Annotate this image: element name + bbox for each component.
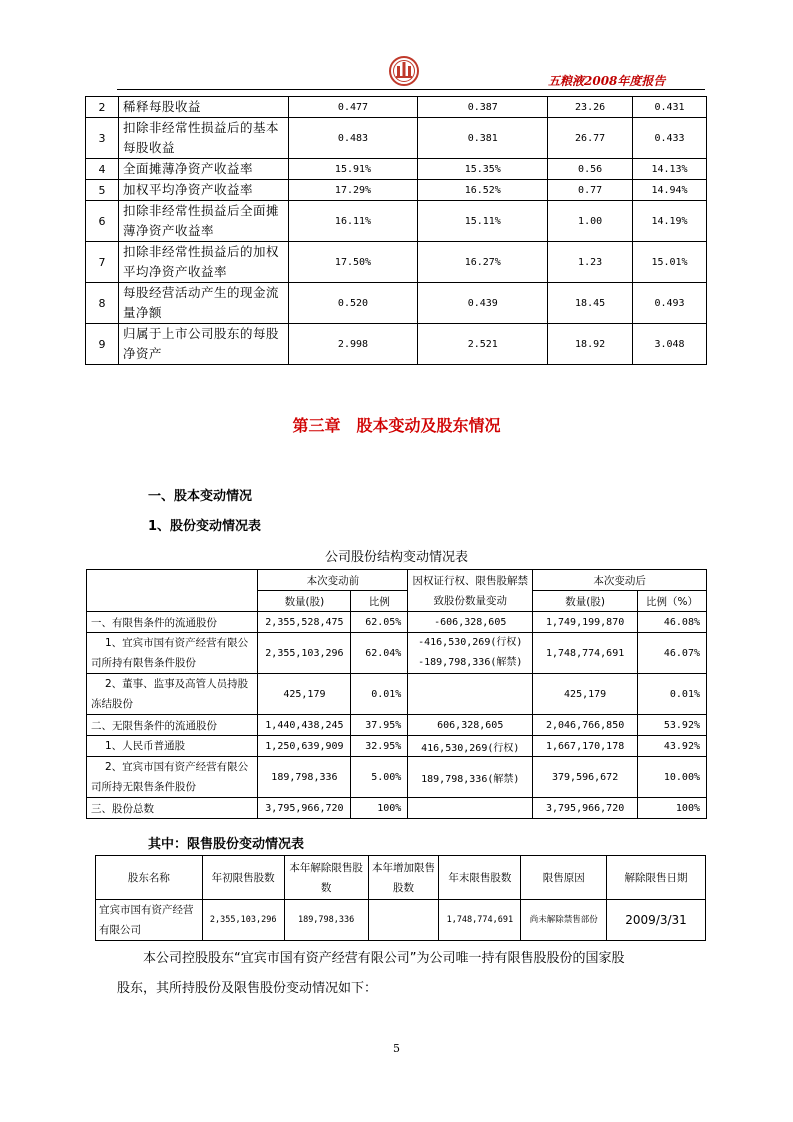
row-number: 2	[86, 97, 119, 118]
restricted-header-cell: 股东名称	[96, 856, 203, 900]
ratio-before: 5.00%	[351, 757, 408, 798]
change-line-2: -189,798,336(解禁)	[418, 657, 523, 668]
indicator-row	[86, 97, 707, 118]
value-change: 0.56	[548, 159, 633, 180]
qty-before: 1,440,438,245	[258, 715, 351, 736]
value-current: 15.91%	[288, 159, 418, 180]
header-before: 本次变动前	[258, 570, 408, 591]
qty-after: 3,795,966,720	[533, 798, 638, 819]
indicator-row	[86, 324, 707, 365]
qty-after: 1,748,774,691	[533, 633, 638, 674]
restricted-header-cell: 解除限售日期	[607, 856, 706, 900]
share-row	[87, 736, 707, 757]
indicator-label: 归属于上市公司股东的每股净资产	[118, 324, 288, 365]
ratio-after: 46.08%	[638, 612, 707, 633]
value-previous: 15.35%	[418, 159, 548, 180]
change-line-1: -416,530,269(行权)	[418, 637, 523, 648]
share-row-label: 1、宜宾市国有资产经营有限公司所持有限售条件股份	[87, 633, 258, 674]
table-caption: 公司股份结构变动情况表	[324, 550, 468, 565]
chapter-title: 第三章 股本变动及股东情况	[292, 416, 501, 435]
value-previous: 16.52%	[418, 180, 548, 201]
report-brand-title: 五粮液2008年度报告	[548, 74, 666, 88]
value-change: 23.26	[548, 97, 633, 118]
value-current: 0.477	[288, 97, 418, 118]
share-row-label: 2、董事、监事及高管人员持股冻结股份	[87, 674, 258, 715]
change-line-1: 416,530,269(行权)	[421, 742, 520, 754]
ratio-after: 43.92%	[638, 736, 707, 757]
holder-cell: 宜宾市国有资产经营有限公司	[96, 900, 203, 941]
value-change: 0.77	[548, 180, 633, 201]
qty-after: 379,596,672	[533, 757, 638, 798]
value-change: 18.45	[548, 283, 633, 324]
ratio-before: 32.95%	[351, 736, 408, 757]
value-current: 16.11%	[288, 201, 418, 242]
header-qty-after: 数量(股)	[533, 591, 638, 612]
change-cell	[408, 736, 533, 757]
reason-cell: 尚未解除禁售部份	[521, 900, 607, 941]
row-number: 8	[86, 283, 119, 324]
value-earlier: 0.433	[633, 118, 707, 159]
added-cell	[368, 900, 439, 941]
change-line-1: 189,798,336(解禁)	[421, 773, 520, 785]
row-number: 5	[86, 180, 119, 201]
value-previous: 0.381	[418, 118, 548, 159]
restricted-header-cell: 年初限售股数	[202, 856, 284, 900]
change-cell	[408, 715, 533, 736]
indicator-row	[86, 159, 707, 180]
restricted-header-cell: 限售原因	[521, 856, 607, 900]
value-current: 2.998	[288, 324, 418, 365]
ratio-after: 53.92%	[638, 715, 707, 736]
change-cell	[408, 612, 533, 633]
ratio-after: 0.01%	[638, 674, 707, 715]
change-cell	[408, 674, 533, 715]
end-cell: 1,748,774,691	[439, 900, 521, 941]
value-change: 18.92	[548, 324, 633, 365]
row-number: 9	[86, 324, 119, 365]
restricted-header-cell: 本年解除限售股数	[284, 856, 368, 900]
change-line-1: 606,328,605	[437, 719, 504, 731]
start-cell: 2,355,103,296	[202, 900, 284, 941]
indicator-row	[86, 118, 707, 159]
indicator-label: 加权平均净资产收益率	[118, 180, 288, 201]
value-earlier: 0.493	[633, 283, 707, 324]
indicator-label: 扣除非经常性损益后的基本每股收益	[118, 118, 288, 159]
share-row-label: 一、有限售条件的流通股份	[87, 612, 258, 633]
subsection-heading: 1、股份变动情况表	[148, 519, 262, 534]
header-ratio: 比例	[351, 591, 408, 612]
indicator-label: 稀释每股收益	[118, 97, 288, 118]
value-earlier: 14.94%	[633, 180, 707, 201]
share-row-label: 三、股份总数	[87, 798, 258, 819]
body-paragraph-line-2: 股东，其所持股份及限售股份变动情况如下：	[117, 981, 378, 996]
row-number: 6	[86, 201, 119, 242]
change-cell	[408, 757, 533, 798]
section-heading: 一、股本变动情况	[148, 489, 253, 504]
share-row	[87, 715, 707, 736]
indicator-table	[85, 96, 707, 365]
restricted-header-cell: 年末限售股数	[439, 856, 521, 900]
indicator-row	[86, 180, 707, 201]
company-logo-icon	[388, 55, 420, 87]
ratio-after: 100%	[638, 798, 707, 819]
row-number: 3	[86, 118, 119, 159]
value-change: 1.00	[548, 201, 633, 242]
qty-after: 2,046,766,850	[533, 715, 638, 736]
header-ratio-after: 比例（%）	[638, 591, 707, 612]
ratio-before: 37.95%	[351, 715, 408, 736]
qty-before: 189,798,336	[258, 757, 351, 798]
value-previous: 0.439	[418, 283, 548, 324]
indicator-label: 每股经营活动产生的现金流量净额	[118, 283, 288, 324]
header-qty: 数量(股)	[258, 591, 351, 612]
header-rule	[117, 89, 705, 90]
qty-before: 2,355,528,475	[258, 612, 351, 633]
value-change: 26.77	[548, 118, 633, 159]
value-previous: 0.387	[418, 97, 548, 118]
value-earlier: 3.048	[633, 324, 707, 365]
value-earlier: 14.19%	[633, 201, 707, 242]
share-row-label: 2、宜宾市国有资产经营有限公司所持无限售条件股份	[87, 757, 258, 798]
ratio-before: 62.04%	[351, 633, 408, 674]
page-number: 5	[393, 1042, 400, 1055]
qty-before: 2,355,103,296	[258, 633, 351, 674]
indicator-row	[86, 283, 707, 324]
date-cell: 2009/3/31	[607, 900, 706, 941]
qty-after: 425,179	[533, 674, 638, 715]
header-after: 本次变动后	[533, 570, 707, 591]
released-cell: 189,798,336	[284, 900, 368, 941]
ratio-before: 0.01%	[351, 674, 408, 715]
share-row	[87, 798, 707, 819]
body-paragraph-line-1: 本公司控股股东“宜宾市国有资产经营有限公司”为公司唯一持有限售股股份的国家股	[143, 951, 625, 966]
value-earlier: 14.13%	[633, 159, 707, 180]
share-structure-table	[86, 569, 707, 819]
change-cell	[408, 633, 533, 674]
change-cell	[408, 798, 533, 819]
row-number: 7	[86, 242, 119, 283]
indicator-label: 全面摊薄净资产收益率	[118, 159, 288, 180]
ratio-after: 46.07%	[638, 633, 707, 674]
value-change: 1.23	[548, 242, 633, 283]
ratio-after: 10.00%	[638, 757, 707, 798]
qty-before: 3,795,966,720	[258, 798, 351, 819]
value-current: 17.29%	[288, 180, 418, 201]
qty-after: 1,667,170,178	[533, 736, 638, 757]
share-row-label: 1、人民币普通股	[87, 736, 258, 757]
restricted-header-cell: 本年增加限售股数	[368, 856, 439, 900]
value-earlier: 15.01%	[633, 242, 707, 283]
indicator-row	[86, 201, 707, 242]
indicator-label: 扣除非经常性损益后全面摊薄净资产收益率	[118, 201, 288, 242]
restricted-shares-table	[95, 855, 706, 941]
value-previous: 16.27%	[418, 242, 548, 283]
share-row	[87, 633, 707, 674]
ratio-before: 62.05%	[351, 612, 408, 633]
value-previous: 2.521	[418, 324, 548, 365]
qty-before: 425,179	[258, 674, 351, 715]
ratio-before: 100%	[351, 798, 408, 819]
header-change: 因权证行权、限售股解禁致股份数量变动	[408, 570, 533, 612]
restricted-subtitle: 其中：限售股份变动情况表	[148, 837, 305, 852]
header-blank-cell	[87, 570, 258, 612]
qty-after: 1,749,199,870	[533, 612, 638, 633]
share-row-label: 二、无限售条件的流通股份	[87, 715, 258, 736]
share-row	[87, 674, 707, 715]
share-row	[87, 757, 707, 798]
value-current: 0.483	[288, 118, 418, 159]
value-previous: 15.11%	[418, 201, 548, 242]
value-earlier: 0.431	[633, 97, 707, 118]
row-number: 4	[86, 159, 119, 180]
indicator-row	[86, 242, 707, 283]
indicator-label: 扣除非经常性损益后的加权平均净资产收益率	[118, 242, 288, 283]
share-row	[87, 612, 707, 633]
change-line-1: -606,328,605	[434, 616, 507, 628]
value-current: 17.50%	[288, 242, 418, 283]
qty-before: 1,250,639,909	[258, 736, 351, 757]
value-current: 0.520	[288, 283, 418, 324]
